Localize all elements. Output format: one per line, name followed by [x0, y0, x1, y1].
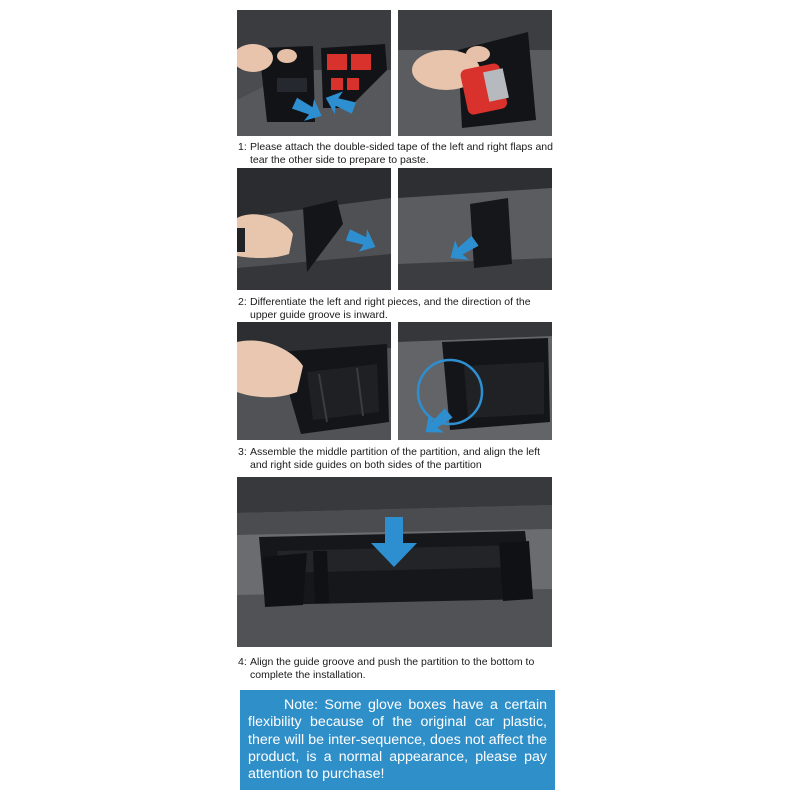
step3-photo-right — [398, 322, 552, 440]
step3-photo-left — [237, 322, 391, 440]
step4-caption — [238, 656, 558, 684]
step1-photo-left — [237, 10, 391, 136]
step1-caption — [238, 141, 558, 169]
step2-photo-right — [398, 168, 552, 290]
step4-photo — [237, 477, 552, 647]
step1-number: 1: — [238, 141, 247, 153]
step3-number: 3: — [238, 446, 247, 458]
step1-text: Please attach the double-sided tape of the left and right flaps and tear the other side to prepare to paste. — [250, 141, 553, 166]
note-body: Some glove boxes have a certain flexibility because of the original car plastic, there will be inter-sequence, does not affect the product, is a normal appearance, please pay attention to purchase! — [248, 697, 547, 783]
blue-down-arrow-shaft — [385, 517, 403, 547]
note-text-block — [248, 697, 547, 783]
note-box — [240, 690, 555, 790]
step3-caption — [238, 446, 558, 474]
step4-text: Align the guide groove and push the partition to the bottom to complete the installation. — [250, 656, 535, 681]
note-label: Note: — [284, 697, 318, 713]
step2-photo-left — [237, 168, 391, 290]
step2-text: Differentiate the left and right pieces, and the direction of the upper guide groove is inward. — [250, 296, 531, 321]
step1-photo-right — [398, 10, 552, 136]
step4-number: 4: — [238, 656, 247, 668]
step3-text: Assemble the middle partition of the partition, and align the left and right side guides on both sides of the partition — [250, 446, 541, 471]
step2-number: 2: — [238, 296, 247, 308]
step2-caption — [238, 296, 558, 324]
